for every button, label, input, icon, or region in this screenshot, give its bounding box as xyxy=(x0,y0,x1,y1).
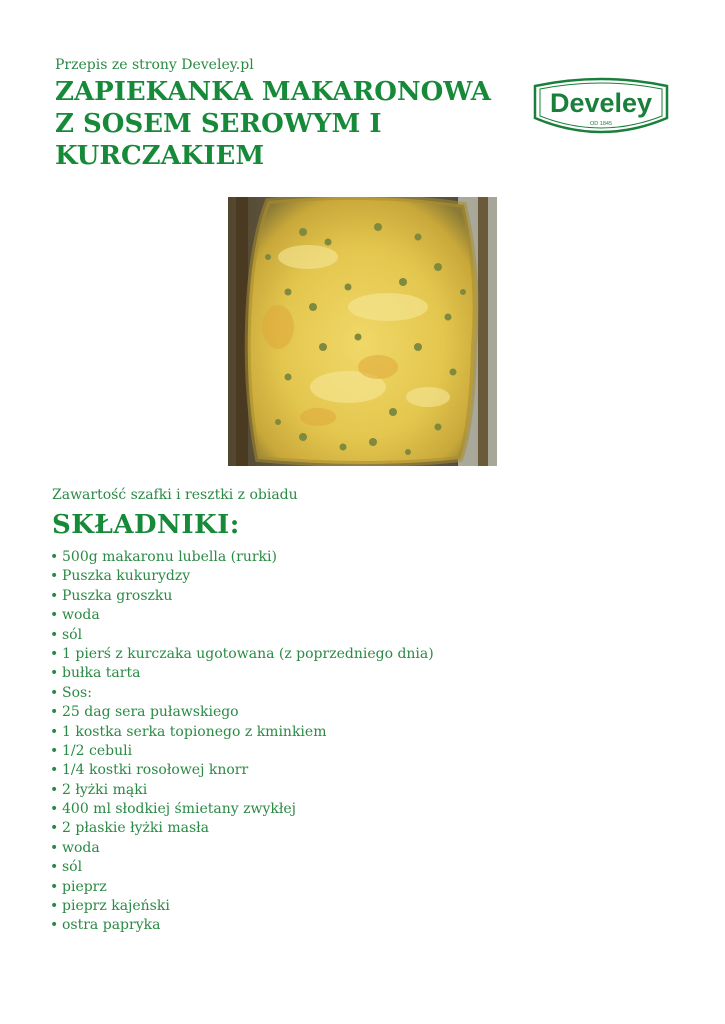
ingredient-item xyxy=(50,567,434,586)
ingredient-item xyxy=(50,684,434,703)
ingredient-text: 1 pierś z kurczaka ugotowana (z poprzedniego dnia) xyxy=(62,645,434,662)
ingredient-item xyxy=(50,587,434,606)
bullet-icon: • xyxy=(50,917,59,934)
bullet-icon: • xyxy=(50,742,59,759)
ingredient-text: 500g makaronu lubella (rurki) xyxy=(62,549,277,565)
ingredient-item xyxy=(50,606,434,625)
ingredient-item xyxy=(50,897,434,916)
bullet-icon: • xyxy=(50,587,59,604)
ingredient-text: 400 ml słodkiej śmietany zwykłej xyxy=(62,801,297,818)
ingredient-text: sól xyxy=(62,859,83,876)
ingredient-text: woda xyxy=(62,839,100,856)
ingredient-text: 25 dag sera puławskiego xyxy=(62,704,239,721)
ingredient-item xyxy=(50,645,434,664)
logo-tagline: OD 1845 xyxy=(589,121,613,127)
ingredient-text: pieprz kajeński xyxy=(62,898,170,915)
bullet-icon: • xyxy=(50,801,59,818)
ingredient-text: woda xyxy=(62,607,100,624)
ingredient-item xyxy=(50,626,434,645)
ingredient-item xyxy=(50,916,434,935)
bullet-icon: • xyxy=(50,645,59,662)
bullet-icon: • xyxy=(50,859,59,876)
bullet-icon: • xyxy=(50,839,59,856)
ingredient-text: 1 kostka serka topionego z kminkiem xyxy=(62,723,327,740)
ingredient-text: 1/4 kostki rosołowej knorr xyxy=(62,762,249,779)
ingredient-item xyxy=(50,781,434,800)
bullet-icon: • xyxy=(50,878,59,895)
ingredient-item xyxy=(50,800,434,819)
ingredient-text: ostra papryka xyxy=(62,917,161,934)
ingredient-item xyxy=(50,664,434,683)
logo-wordmark: Develey xyxy=(549,88,653,118)
recipe-source: Przepis ze strony Develey.pl xyxy=(55,57,254,73)
bullet-icon: • xyxy=(50,781,59,798)
ingredient-item xyxy=(50,819,434,838)
bullet-icon: • xyxy=(50,898,59,915)
ingredients-list xyxy=(50,548,434,936)
ingredient-item xyxy=(50,742,434,761)
recipe-title: ZAPIEKANKA MAKARONOWA Z SOSEM SEROWYM I KURCZAKIEM xyxy=(55,77,491,171)
casserole-photo xyxy=(228,197,497,466)
ingredient-text: bułka tarta xyxy=(62,665,141,682)
bullet-icon: • xyxy=(50,607,59,624)
ingredient-item xyxy=(50,548,434,567)
bullet-icon: • xyxy=(50,665,59,682)
casserole-image xyxy=(228,197,497,466)
bullet-icon: • xyxy=(50,684,59,701)
bullet-icon: • xyxy=(50,762,59,779)
ingredient-text: 1/2 cebuli xyxy=(62,742,133,759)
ingredient-text: Puszka groszku xyxy=(62,587,173,604)
ingredient-text: 2 łyżki mąki xyxy=(62,781,148,798)
ingredient-text: sól xyxy=(62,626,83,643)
develey-logo xyxy=(531,74,671,140)
ingredient-item xyxy=(50,761,434,780)
ingredient-item xyxy=(50,858,434,877)
ingredient-text: Sos: xyxy=(62,684,92,701)
bullet-icon: • xyxy=(50,626,59,643)
ingredients-heading: SKŁADNIKI: xyxy=(52,510,240,540)
bullet-icon: • xyxy=(50,704,59,721)
bullet-icon: • xyxy=(50,723,59,740)
bullet-icon: • xyxy=(50,820,59,837)
bullet-icon: • xyxy=(50,568,59,585)
ingredient-item xyxy=(50,839,434,858)
ingredient-item xyxy=(50,878,434,897)
ingredient-text: pieprz xyxy=(62,878,107,895)
ingredient-text: 2 płaskie łyżki masła xyxy=(62,820,210,837)
ingredient-text: Puszka kukurydzy xyxy=(62,568,191,585)
bullet-icon: • xyxy=(50,549,59,565)
ingredient-item xyxy=(50,723,434,742)
recipe-description: Zawartość szafki i resztki z obiadu xyxy=(52,487,298,503)
ingredient-item xyxy=(50,703,434,722)
